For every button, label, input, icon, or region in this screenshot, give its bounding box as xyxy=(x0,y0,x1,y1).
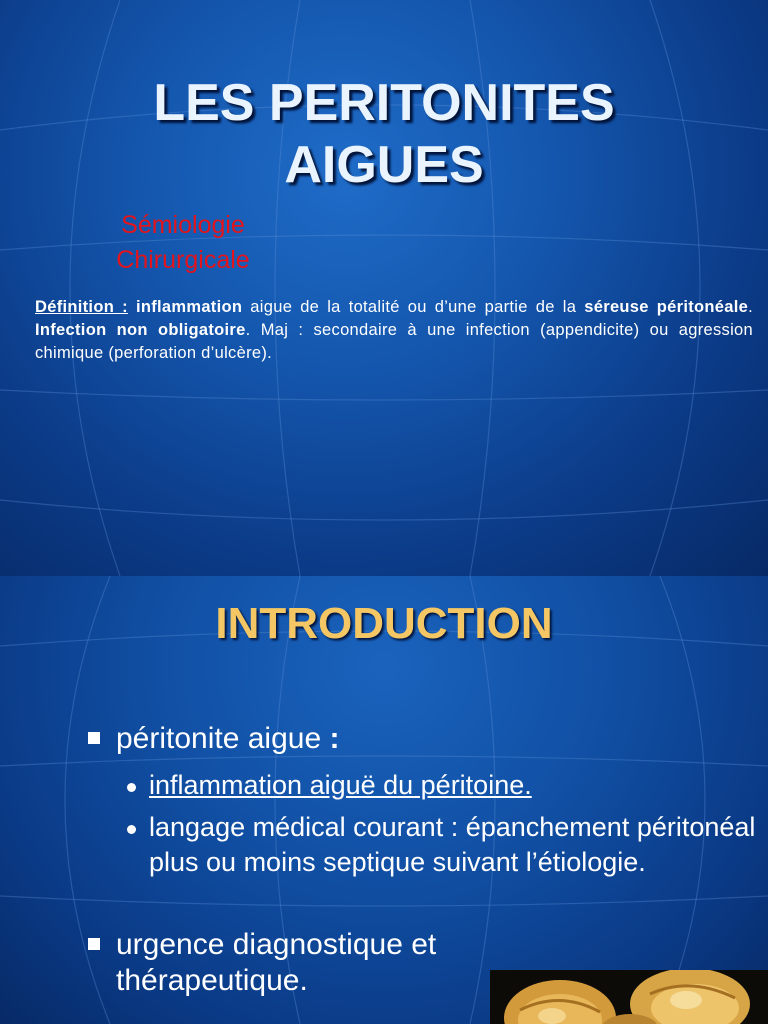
definition-term-inflammation: inflammation xyxy=(135,298,243,316)
round-bullet-icon xyxy=(127,825,136,834)
square-bullet-icon xyxy=(88,938,100,950)
definition-separator: . xyxy=(748,298,754,316)
bullet-text: urgence diagnostique et thérapeutique. xyxy=(116,928,437,997)
sub-bullet-text: inflammation aiguë du péritoine. xyxy=(149,770,532,800)
slide-title xyxy=(0,72,768,196)
sub-bullet-item xyxy=(149,768,749,803)
bullet-colon: : xyxy=(321,722,340,755)
definition-paragraph xyxy=(35,296,753,365)
sub-bullet-item xyxy=(149,810,757,880)
slide-subtitle xyxy=(88,208,278,278)
slide-2 xyxy=(0,576,768,1024)
peritoneum-photo-image xyxy=(490,970,768,1024)
subtitle-line-2: Chirurgicale xyxy=(116,246,250,274)
round-bullet-icon xyxy=(127,783,136,792)
definition-term-sereuse: séreuse péritonéale xyxy=(584,298,749,316)
definition-label: Définition : xyxy=(35,298,128,316)
title-line-1: LES PERITONITES xyxy=(153,74,615,132)
title-line-2: AIGUES xyxy=(284,136,484,194)
sub-bullet-text: langage médical courant : épanchement péritonéal plus ou moins septique suivant l’étiologie. xyxy=(149,812,756,877)
definition-text-2: . Maj : secondaire à une infection (appendicite) ou agression chimique (perforation d’ulcère). xyxy=(35,321,753,362)
square-bullet-icon xyxy=(88,732,100,744)
subtitle-line-1: Sémiologie xyxy=(121,211,245,239)
definition-term-infection: Infection non obligatoire xyxy=(35,321,246,339)
bullet-text: péritonite aigue xyxy=(116,722,322,755)
peritoneum-photo xyxy=(490,970,768,1024)
definition-text-1: aigue de la totalité ou d’une partie de la xyxy=(250,298,577,316)
slide-title: INTRODUCTION xyxy=(215,599,553,648)
bullet-item xyxy=(116,721,716,757)
